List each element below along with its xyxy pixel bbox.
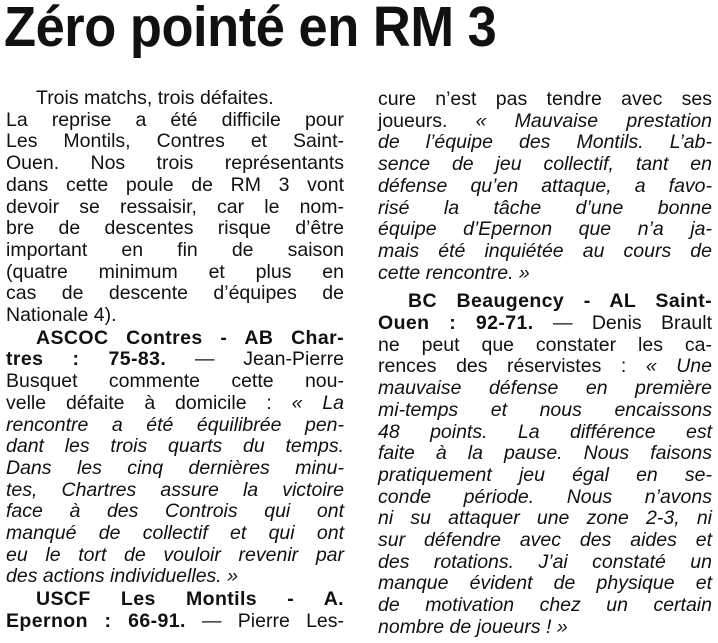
report-text: rences des réservistes : [378, 355, 646, 378]
match-report-montils-epernon [6, 589, 344, 632]
quote-line: Dans les cinq dernières minu- [6, 456, 344, 479]
quote-line: tes, Chartres assure la victoire [6, 478, 344, 501]
intro-line: Nationale 4). [6, 304, 117, 327]
quote-text: « Une [645, 355, 712, 378]
match-score: tres : 75-83. [6, 348, 167, 371]
quote-line: dant les trois quarts du temps. [6, 435, 344, 458]
quote-line: eu le tort de vouloir revenir par [6, 543, 344, 566]
match-report-contres-chartres [6, 328, 344, 588]
report-line: Busquet commente cette nou- [6, 370, 344, 393]
quote-line: nombre de joueurs ! » [378, 615, 568, 638]
match-heading: USCF Les Montils - A. [36, 588, 344, 611]
quote-line: mauvaise défense en première [378, 377, 712, 400]
match-heading-line2 [6, 349, 344, 371]
match-heading-line2 [6, 611, 344, 633]
intro-line: important en fin de saison [6, 238, 344, 261]
left-column [6, 88, 344, 634]
intro-paragraph [6, 88, 344, 327]
intro-line: bre de descentes risque d’être [6, 217, 344, 240]
quote-line: mi-temps et nous encaissons [378, 398, 712, 421]
article-headline: Zéro pointé en RM 3 [4, 0, 497, 59]
quote-line: équipe d’Epernon que n’a ja- [378, 218, 712, 241]
quote-line: de l’équipe des Montils. L’ab- [378, 131, 712, 154]
quote-line: ni su attaquer une zone 2-3, ni [378, 507, 712, 530]
quote-line: mais été inquiétée au cours de [378, 239, 712, 262]
right-column [378, 89, 712, 640]
report-text: joueurs. [378, 109, 476, 132]
quote-line: des rotations. J’ai constaté un [378, 550, 712, 573]
match-score: Ouen : 92-71. [378, 312, 534, 335]
report-line: cure n’est pas tendre avec ses [378, 88, 712, 110]
quote-line: des actions individuelles. » [6, 565, 238, 588]
match-heading: BC Beaugency - AL Saint- [408, 290, 712, 313]
quote-line: face à des Controis qui ont [6, 500, 344, 523]
quote-line: sur défendre avec des aides et [378, 529, 712, 552]
report-line [378, 111, 712, 133]
report-text: velle défaite à domicile : [6, 391, 292, 414]
quote-line: pratiquement jeu égal en se- [378, 463, 712, 486]
match-commentator: — Pierre Les- [185, 609, 344, 632]
quote-text: « Mauvaise prestation [475, 109, 712, 132]
match-report-beaugency-saint-ouen [378, 291, 712, 638]
intro-line: (quatre minimum et plus en [6, 260, 344, 283]
intro-line: La reprise a été difficile pour [6, 108, 344, 131]
quote-line: rencontre a été équilibrée pen- [6, 413, 344, 436]
report-line: ne peut que constater les ca- [378, 333, 712, 356]
match-heading-line2 [378, 313, 712, 335]
intro-line: Trois matchs, trois défaites. [36, 87, 274, 109]
intro-line: Ouen. Nos trois représentants [6, 152, 344, 175]
quote-line: sence de jeu collectif, tant en [378, 153, 712, 176]
quote-line: faite à la pause. Nous faisons [378, 442, 712, 465]
intro-line: Les Montils, Contres et Saint- [6, 130, 344, 153]
quote-line: cette rencontre. » [378, 261, 530, 284]
quote-line: manque évident de physique et [378, 572, 712, 595]
intro-line: devoir se ressaisir, car le nom- [6, 195, 344, 218]
match-commentator: — Denis Brault [533, 312, 712, 335]
report-line [6, 393, 344, 415]
quote-line: conde période. Nous n’avons [378, 485, 712, 508]
quote-text: « La [291, 391, 345, 414]
match-commentator: — Jean-Pierre [166, 348, 344, 371]
quote-line: défense qu’en attaque, a favo- [378, 174, 712, 197]
quote-line: 48 points. La différence est [378, 420, 712, 443]
intro-line: dans cette poule de RM 3 vont [6, 173, 344, 196]
quote-line: de motivation chez un certain [378, 594, 712, 617]
match-report-montils-epernon-continued [378, 89, 712, 284]
report-line [378, 356, 712, 378]
match-heading: ASCOC Contres - AB Char- [36, 326, 344, 349]
match-score: Epernon : 66-91. [6, 609, 186, 632]
quote-line: risé la tâche d’une bonne [378, 196, 712, 219]
quote-line: manqué de collectif et qui ont [6, 522, 344, 545]
intro-line: cas de descente d’équipes de [6, 282, 344, 305]
